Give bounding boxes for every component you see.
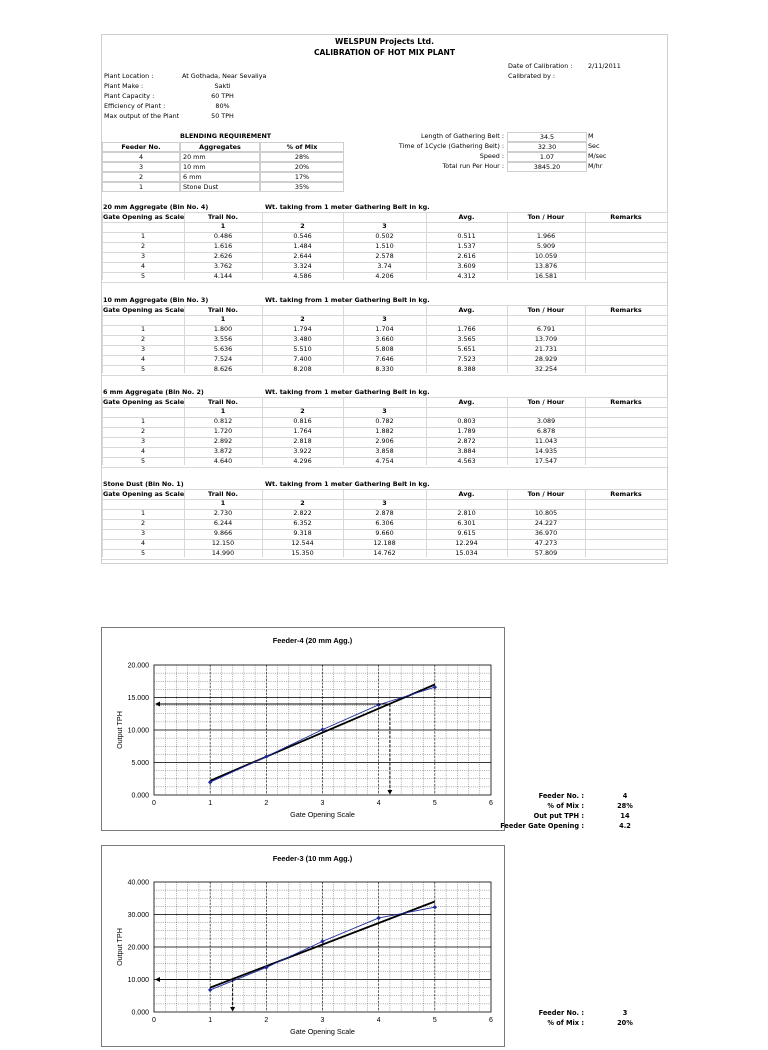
table-cell: 0.502 — [375, 232, 394, 240]
table-cell: 3.872 — [213, 447, 233, 455]
feeder-info-value: 4 — [622, 792, 628, 800]
table-trial-no: 2 — [300, 407, 305, 415]
table-cell: 2.616 — [457, 252, 476, 260]
table-grid-hline — [102, 282, 667, 283]
table-cell: 14.935 — [534, 447, 558, 455]
feeder-info-label: % of Mix : — [547, 802, 584, 810]
table-cell: 6.306 — [375, 519, 394, 527]
table-trial-no: 1 — [220, 222, 226, 230]
table-cell: 3 — [140, 437, 146, 445]
table-cell: 28.929 — [534, 355, 558, 363]
table-cell: 14.990 — [211, 549, 235, 557]
table-gate-header: Gate Opening as Scale — [103, 398, 185, 406]
table-cell: 36.970 — [534, 529, 558, 537]
y-tick-label: 15.000 — [127, 695, 149, 702]
table-cell: 9.866 — [213, 529, 233, 537]
table-cell: 8.208 — [293, 365, 312, 373]
chart-feeder-4 — [101, 627, 505, 831]
sheet-title: CALIBRATION OF HOT MIX PLANT — [313, 48, 456, 57]
table-cell: 4.640 — [213, 457, 233, 465]
table-title: Stone Dust (Bin No. 1) — [103, 480, 184, 488]
table-cell: 13.876 — [534, 262, 558, 270]
table-gate-header: Gate Opening as Scale — [103, 306, 185, 314]
table-cell: 3.480 — [293, 335, 312, 343]
x-tick-label: 1 — [208, 1017, 213, 1024]
table-grid-vline — [667, 397, 668, 465]
table-cell: 15.034 — [455, 549, 478, 557]
table-trial-no: 3 — [382, 315, 387, 323]
x-tick-label: 3 — [320, 1017, 325, 1024]
table-ton-header: Ton / Hour — [527, 213, 565, 221]
table-cell: 9.615 — [457, 529, 476, 537]
table-cell: 1.510 — [375, 242, 394, 250]
table-cell: 2 — [140, 519, 146, 527]
table-ton-header: Ton / Hour — [527, 490, 565, 498]
table-cell: 1.720 — [213, 427, 233, 435]
y-tick-label: 5.000 — [131, 760, 149, 767]
x-tick-label: 4 — [376, 800, 381, 807]
table-cell: 10.805 — [534, 509, 558, 517]
table-cell: 4 — [140, 539, 146, 547]
belt-value: 32.30 — [507, 142, 587, 152]
table-cell: 1.616 — [213, 242, 233, 250]
x-axis-label: Gate Opening Scale — [290, 1027, 355, 1036]
plant-info-label: Max output of the Plant — [104, 112, 180, 120]
table-cell: 5 — [140, 365, 146, 373]
feeder-info-value: 4.2 — [619, 822, 631, 830]
table-trial-no: 1 — [220, 499, 226, 507]
table-weight-header: Wt. taking from 1 meter Gathering Belt in kg. — [265, 388, 430, 396]
blending-cell: 17% — [260, 172, 344, 182]
table-cell: 5 — [140, 457, 146, 465]
table-title: 6 mm Aggregate (Bin No. 2) — [103, 388, 204, 396]
table-cell: 7.523 — [457, 355, 476, 363]
plant-info-label: Plant Location : — [104, 72, 154, 80]
table-cell: 13.709 — [534, 335, 558, 343]
table-cell: 47.273 — [534, 539, 558, 547]
plant-info-label: Plant Make : — [104, 82, 144, 90]
blending-cell: 6 mm — [180, 172, 260, 182]
table-cell: 3.609 — [457, 262, 476, 270]
table-cell: 9.318 — [293, 529, 312, 537]
table-cell: 5.909 — [536, 242, 556, 250]
table-grid-hline — [102, 375, 667, 376]
blending-cell: 2 — [102, 172, 180, 182]
x-tick-label: 2 — [264, 800, 269, 807]
table-cell: 4.754 — [375, 457, 394, 465]
belt-label: Speed : — [479, 152, 504, 160]
table-cell: 0.511 — [457, 232, 476, 240]
table-cell: 2.626 — [213, 252, 233, 260]
table-trial-no: 2 — [300, 499, 305, 507]
table-grid-hline — [102, 397, 667, 398]
table-cell: 1.966 — [536, 232, 556, 240]
belt-unit: Sec — [588, 142, 600, 150]
table-grid-hline — [102, 212, 667, 213]
x-tick-label: 0 — [152, 1017, 156, 1024]
table-grid-hline — [102, 407, 667, 408]
blending-cell: 10 mm — [180, 162, 260, 172]
table-cell: 12.150 — [211, 539, 235, 547]
table-cell: 0.546 — [293, 232, 312, 240]
table-trail-header: Trail No. — [208, 306, 238, 314]
table-cell: 1 — [140, 509, 146, 517]
table-cell: 3.858 — [375, 447, 394, 455]
table-weight-header: Wt. taking from 1 meter Gathering Belt in kg. — [265, 296, 430, 304]
table-cell: 8.330 — [375, 365, 394, 373]
table-trial-no: 1 — [220, 315, 226, 323]
table-cell: 9.660 — [375, 529, 394, 537]
belt-label: Time of 1Cycle (Gathering Belt) : — [398, 142, 504, 150]
belt-label: Total run Per Hour : — [442, 162, 504, 170]
table-cell: 0.486 — [213, 232, 233, 240]
table-cell: 8.388 — [457, 365, 476, 373]
table-cell: 2.906 — [375, 437, 394, 445]
table-grid-hline — [102, 305, 667, 306]
table-cell: 7.400 — [293, 355, 312, 363]
blending-cell: 3 — [102, 162, 180, 172]
table-cell: 5.636 — [213, 345, 233, 353]
date-value: 2/11/2011 — [588, 62, 621, 70]
table-cell: 11.043 — [534, 437, 558, 445]
table-cell: 4.144 — [213, 272, 233, 280]
table-cell: 1.794 — [293, 325, 312, 333]
table-cell: 3.660 — [375, 335, 394, 343]
table-avg-header: Avg. — [458, 306, 475, 314]
calibrated-label: Calibrated by : — [508, 72, 556, 80]
table-cell: 1.882 — [375, 427, 394, 435]
feeder-info-label: % of Mix : — [547, 1019, 584, 1027]
feeder-info-label: Feeder No. : — [538, 1009, 584, 1017]
feeder-info-label: Feeder No. : — [538, 792, 584, 800]
table-cell: 1 — [140, 417, 146, 425]
table-cell: 6.791 — [536, 325, 556, 333]
table-trial-no: 1 — [220, 407, 226, 415]
table-cell: 4 — [140, 447, 146, 455]
table-cell: 2 — [140, 242, 146, 250]
table-cell: 2.810 — [457, 509, 476, 517]
table-cell: 1.484 — [293, 242, 312, 250]
table-cell: 4.586 — [293, 272, 312, 280]
table-weight-header: Wt. taking from 1 meter Gathering Belt in kg. — [265, 203, 430, 211]
y-tick-label: 0.000 — [131, 792, 149, 800]
table-cell: 5 — [140, 549, 146, 557]
table-cell: 2.822 — [293, 509, 312, 517]
table-cell: 1.764 — [293, 427, 312, 435]
table-ton-header: Ton / Hour — [527, 306, 565, 314]
table-cell: 0.803 — [457, 417, 476, 425]
table-cell: 4.206 — [375, 272, 394, 280]
table-cell: 14.762 — [373, 549, 396, 557]
table-cell: 2 — [140, 427, 146, 435]
table-grid-hline — [102, 315, 667, 316]
table-cell: 16.581 — [534, 272, 558, 280]
calibration-sheet — [101, 34, 668, 564]
table-cell: 2.878 — [375, 509, 394, 517]
plant-info-value: 50 TPH — [211, 112, 234, 120]
table-title: 10 mm Aggregate (Bin No. 3) — [103, 296, 209, 304]
table-cell: 6.878 — [536, 427, 556, 435]
y-tick-label: 30.000 — [127, 912, 149, 919]
x-axis-label: Gate Opening Scale — [290, 810, 355, 819]
y-tick-label: 10.000 — [127, 727, 149, 735]
x-tick-label: 1 — [208, 800, 213, 807]
table-remarks-header: Remarks — [610, 306, 642, 314]
plant-info-value: Sakti — [214, 82, 231, 90]
belt-value: 1.07 — [507, 152, 587, 162]
blending-cell: Stone Dust — [180, 182, 260, 192]
table-grid-hline — [102, 489, 667, 490]
table-cell: 4 — [140, 355, 146, 363]
chart-feeder-3-svg — [102, 846, 504, 1046]
chart-feeder-4-svg — [102, 628, 504, 830]
table-cell: 7.524 — [213, 355, 233, 363]
belt-unit: M/sec — [588, 152, 607, 160]
plant-info-label: Plant Capacity : — [104, 92, 155, 100]
table-grid-hline — [102, 467, 667, 468]
plant-info-label: Efficiency of Plant : — [104, 102, 166, 110]
table-cell: 1.789 — [457, 427, 476, 435]
table-cell: 5 — [140, 272, 146, 280]
table-trial-no: 3 — [382, 407, 387, 415]
table-cell: 4.312 — [457, 272, 476, 280]
blending-header: Feeder No. — [102, 142, 180, 152]
table-cell: 12.188 — [373, 539, 396, 547]
table-weight-header: Wt. taking from 1 meter Gathering Belt in kg. — [265, 480, 430, 488]
chart-title: Feeder-3 (10 mm Agg.) — [272, 854, 353, 863]
table-gate-header: Gate Opening as Scale — [103, 213, 185, 221]
feeder-info-label: Out put TPH : — [533, 812, 584, 820]
date-label: Date of Calibration : — [508, 62, 573, 70]
table-trial-no: 3 — [382, 499, 387, 507]
table-avg-header: Avg. — [458, 213, 475, 221]
x-tick-label: 5 — [432, 1017, 437, 1024]
table-cell: 3.884 — [457, 447, 476, 455]
y-axis-label: Output TPH — [115, 711, 124, 749]
x-tick-label: 3 — [320, 800, 325, 807]
table-cell: 17.547 — [534, 457, 558, 465]
table-cell: 3.089 — [536, 417, 556, 425]
table-cell: 2.818 — [293, 437, 312, 445]
feeder-info-value: 28% — [617, 802, 633, 810]
blending-cell: 1 — [102, 182, 180, 192]
table-cell: 2 — [140, 335, 146, 343]
table-trial-no: 3 — [382, 222, 387, 230]
table-cell: 10.059 — [534, 252, 558, 260]
table-ton-header: Ton / Hour — [527, 398, 565, 406]
table-cell: 5.651 — [457, 345, 476, 353]
blending-cell: 20% — [260, 162, 344, 172]
table-cell: 3 — [140, 345, 146, 353]
table-cell: 3.762 — [213, 262, 233, 270]
table-cell: 1.766 — [457, 325, 476, 333]
table-cell: 21.731 — [534, 345, 558, 353]
table-trial-no: 2 — [300, 222, 305, 230]
chart-feeder-3 — [101, 845, 505, 1047]
table-cell: 5.510 — [293, 345, 312, 353]
table-cell: 4 — [140, 262, 146, 270]
belt-value: 34.5 — [507, 132, 587, 142]
table-gate-header: Gate Opening as Scale — [103, 490, 185, 498]
table-cell: 7.646 — [375, 355, 394, 363]
table-title: 20 mm Aggregate (Bin No. 4) — [103, 203, 209, 211]
table-cell: 12.294 — [455, 539, 478, 547]
table-cell: 1.537 — [457, 242, 476, 250]
table-cell: 0.782 — [375, 417, 394, 425]
table-cell: 3.565 — [457, 335, 476, 343]
y-tick-label: 20.000 — [127, 662, 149, 670]
blending-cell: 28% — [260, 152, 344, 162]
table-trail-header: Trail No. — [208, 490, 238, 498]
table-cell: 32.254 — [534, 365, 558, 373]
y-tick-label: 20.000 — [127, 944, 149, 952]
table-cell: 2.578 — [375, 252, 394, 260]
x-tick-label: 5 — [432, 800, 437, 807]
table-grid-vline — [667, 489, 668, 557]
table-cell: 15.350 — [291, 549, 314, 557]
y-tick-label: 40.000 — [127, 879, 149, 887]
table-cell: 0.812 — [213, 417, 233, 425]
table-remarks-header: Remarks — [610, 213, 642, 221]
blending-title: BLENDING REQUIREMENT — [180, 132, 272, 140]
plant-info-value: 60 TPH — [211, 92, 234, 100]
plant-info-value: 80% — [215, 102, 230, 110]
table-cell: 1.704 — [375, 325, 394, 333]
table-trial-no: 2 — [300, 315, 305, 323]
feeder-info-value: 14 — [620, 812, 630, 820]
table-grid-vline — [667, 305, 668, 373]
table-cell: 57.809 — [534, 549, 558, 557]
table-cell: 1 — [140, 325, 146, 333]
belt-value: 3845.20 — [507, 162, 587, 172]
blending-header: Aggregates — [180, 142, 260, 152]
table-cell: 6.244 — [213, 519, 233, 527]
company-name: WELSPUN Projects Ltd. — [335, 37, 434, 46]
table-cell: 5.808 — [375, 345, 394, 353]
blending-cell: 20 mm — [180, 152, 260, 162]
x-tick-label: 6 — [489, 1017, 493, 1024]
table-avg-header: Avg. — [458, 398, 475, 406]
belt-unit: M — [588, 132, 594, 140]
chart-title: Feeder-4 (20 mm Agg.) — [272, 636, 353, 645]
table-cell: 1.800 — [213, 325, 233, 333]
y-tick-label: 0.000 — [131, 1009, 149, 1017]
table-cell: 3.74 — [377, 262, 392, 270]
feeder-info-value: 3 — [622, 1009, 628, 1017]
x-tick-label: 4 — [376, 1017, 381, 1024]
table-cell: 8.626 — [213, 365, 233, 373]
table-cell: 12.544 — [291, 539, 314, 547]
table-cell: 3.556 — [213, 335, 233, 343]
table-cell: 2.644 — [293, 252, 312, 260]
table-grid-hline — [102, 222, 667, 223]
table-trail-header: Trail No. — [208, 398, 238, 406]
table-trail-header: Trail No. — [208, 213, 238, 221]
belt-label: Length of Gathering Belt : — [421, 132, 504, 140]
table-cell: 4.296 — [293, 457, 312, 465]
table-cell: 2.730 — [213, 509, 233, 517]
table-cell: 24.227 — [534, 519, 558, 527]
table-remarks-header: Remarks — [610, 398, 642, 406]
belt-unit: M/hr — [588, 162, 603, 170]
y-tick-label: 10.000 — [127, 977, 149, 984]
plant-info-value: At Gothada, Near Sevaliya — [182, 72, 267, 80]
table-grid-hline — [102, 499, 667, 500]
table-avg-header: Avg. — [458, 490, 475, 498]
table-grid-hline — [102, 559, 667, 560]
table-cell: 0.816 — [293, 417, 312, 425]
blending-cell: 4 — [102, 152, 180, 162]
table-cell: 6.352 — [293, 519, 312, 527]
table-cell: 3.324 — [293, 262, 312, 270]
table-cell: 6.301 — [457, 519, 476, 527]
x-tick-label: 2 — [264, 1017, 269, 1024]
table-grid-vline — [667, 212, 668, 280]
y-axis-label: Output TPH — [115, 928, 124, 966]
table-cell: 4.563 — [457, 457, 476, 465]
table-cell: 3 — [140, 529, 146, 537]
table-remarks-header: Remarks — [610, 490, 642, 498]
table-cell: 3.922 — [293, 447, 312, 455]
table-cell: 2.892 — [213, 437, 233, 445]
table-cell: 1 — [140, 232, 146, 240]
x-tick-label: 0 — [152, 800, 156, 807]
feeder-info-label: Feeder Gate Opening : — [500, 822, 584, 830]
table-cell: 3 — [140, 252, 146, 260]
blending-cell: 35% — [260, 182, 344, 192]
x-tick-label: 6 — [489, 800, 493, 807]
feeder-info-value: 20% — [617, 1019, 633, 1027]
blending-header: % of Mix — [260, 142, 344, 152]
table-cell: 2.872 — [457, 437, 476, 445]
